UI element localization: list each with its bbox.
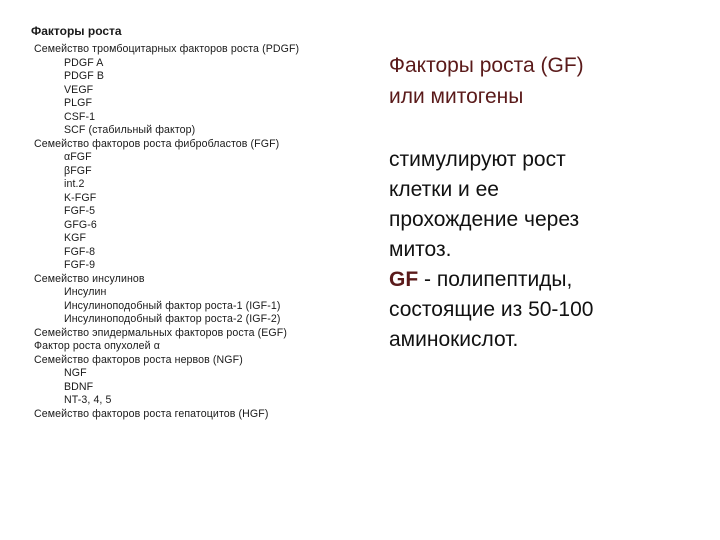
factor-item: PDGF B	[64, 70, 105, 82]
desc-line-2: клетки и ее	[389, 178, 499, 201]
factor-item: Инсулиноподобный фактор роста-2 (IGF-2)	[64, 313, 281, 325]
factor-item: FGF-9	[64, 259, 96, 271]
family-header: Семейство факторов роста нервов (NGF)	[34, 353, 243, 366]
factor-item: int.2	[64, 178, 85, 190]
family-header: Семейство тромбоцитарных факторов роста (PDGF)	[34, 43, 300, 55]
heading-line-2: или митогены	[389, 85, 524, 108]
factor-item: βFGF	[64, 164, 92, 177]
description-panel	[389, 50, 709, 355]
family-header: Фактор роста опухолей α	[34, 340, 160, 352]
slide-heading	[389, 50, 709, 112]
family-header: Семейство факторов роста гепатоцитов (HGF)	[34, 407, 269, 420]
factor-item: Инсулин	[64, 286, 107, 298]
desc-line-1: стимулируют рост	[389, 148, 566, 171]
desc-line-3: прохождение через	[389, 208, 580, 231]
table-title: Факторы роста	[31, 24, 122, 38]
factor-item: Инсулиноподобный фактор роста-1 (IGF-1)	[64, 299, 281, 312]
desc-line-5: - полипептиды,	[418, 268, 573, 291]
factor-item: NT-3, 4, 5	[64, 394, 112, 406]
factor-item: SCF (стабильный фактор)	[64, 124, 196, 136]
factor-item: BDNF	[64, 380, 94, 393]
desc-line-7: аминокислот.	[389, 328, 519, 351]
family-header: Семейство факторов роста фибробластов (FGF)	[34, 137, 280, 150]
factor-item: CSF-1	[64, 110, 96, 123]
factor-item: αFGF	[64, 151, 92, 163]
factor-item: KGF	[64, 232, 87, 244]
family-header: Семейство инсулинов	[34, 272, 145, 285]
factor-item: GFG-6	[64, 218, 97, 231]
description-text	[389, 145, 709, 355]
factor-item: VEGF	[64, 83, 94, 96]
heading-line-1: Факторы роста (GF)	[389, 54, 584, 77]
family-header: Семейство эпидермальных факторов роста (EGF)	[34, 326, 287, 339]
gf-abbreviation: GF	[389, 268, 419, 291]
factor-item: FGF-8	[64, 245, 96, 258]
desc-line-6: состоящие из 50-100	[389, 298, 594, 321]
factor-item: PDGF A	[64, 56, 104, 69]
factor-item: PLGF	[64, 97, 93, 109]
factor-item: FGF-5	[64, 205, 96, 217]
desc-line-4: митоз.	[389, 238, 452, 261]
factor-item: K-FGF	[64, 191, 97, 204]
factor-item: NGF	[64, 367, 87, 379]
